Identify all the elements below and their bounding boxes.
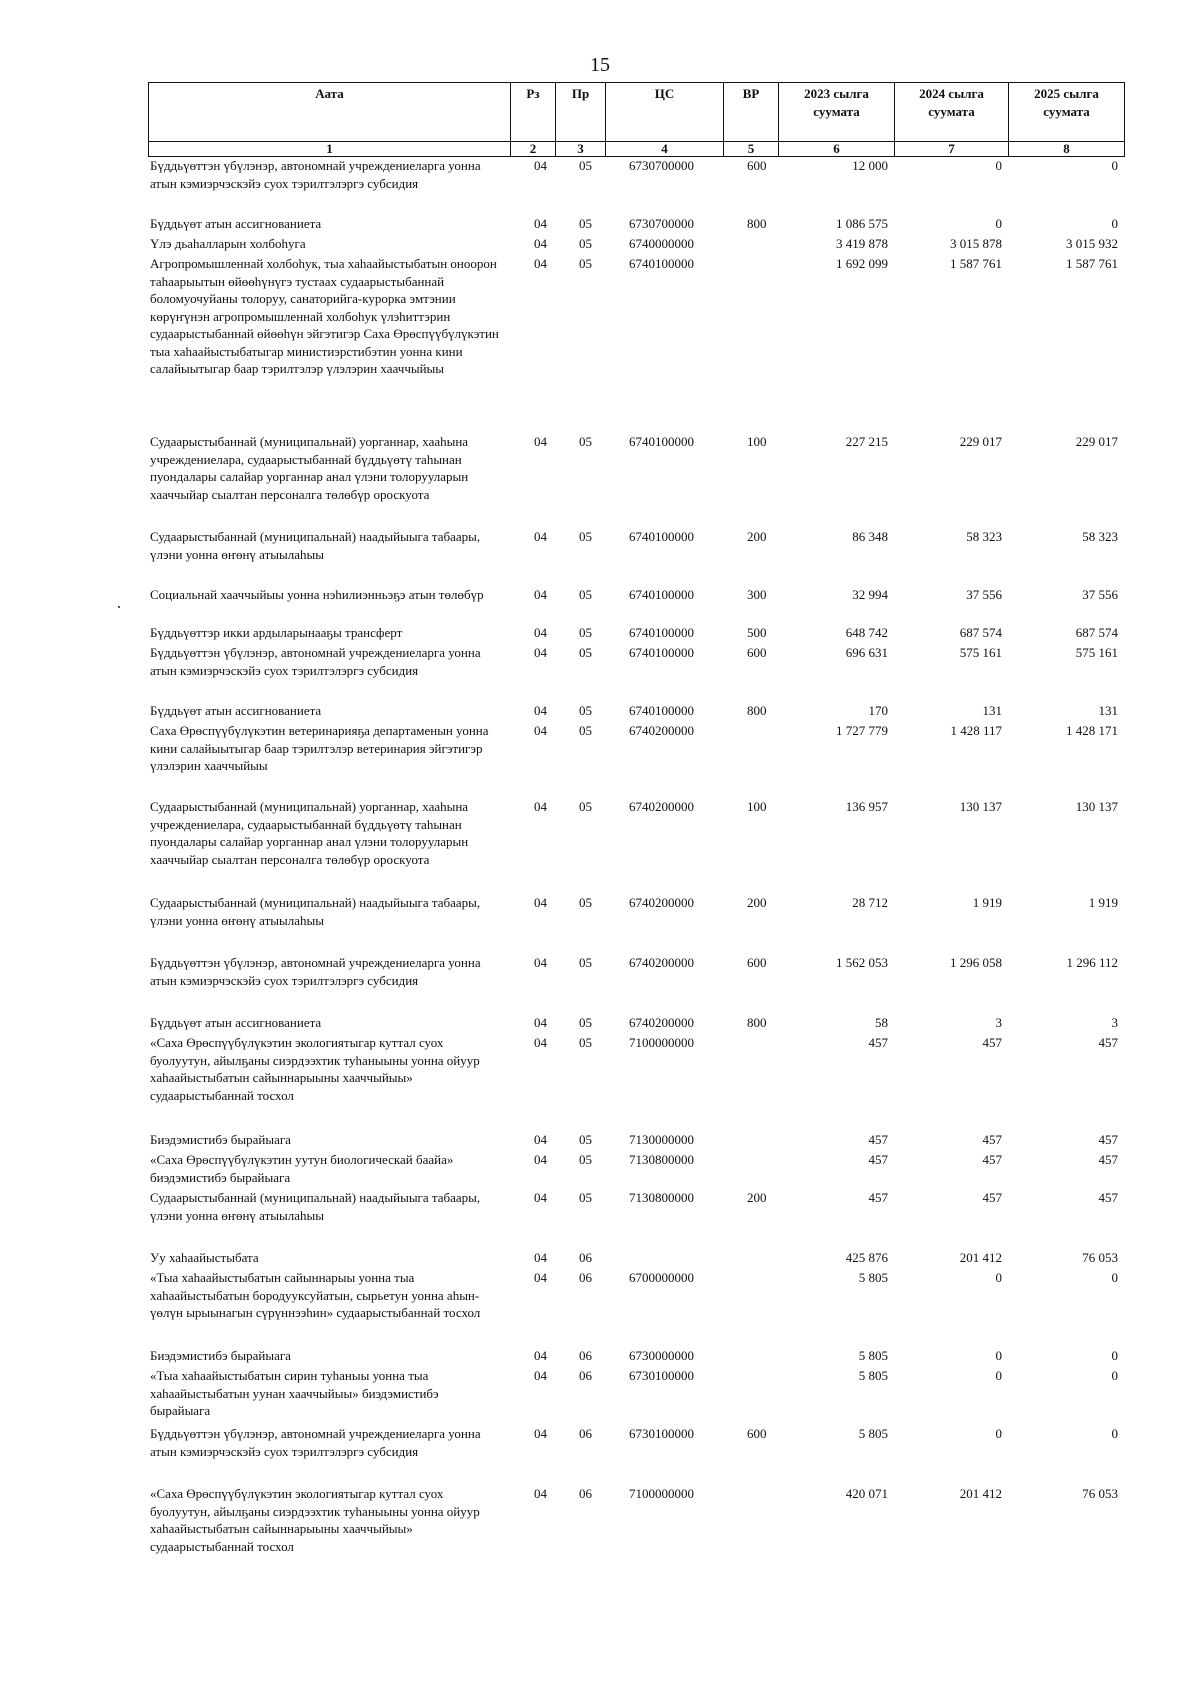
header-cs: ЦС	[606, 83, 724, 142]
row-rz: 04	[534, 434, 547, 449]
row-name: Судаарыстыбаннай (муниципальнай) уорганнар, хааһына учреждениелара, судаарыстыбаннай бүддьүөтү таһынан пуондалары салайар уорганнар анал үлэни толорууларын хааччыйар сыалтан персоналга төлөбүр ороскуота	[150, 434, 469, 502]
row-value-2023: 5 805	[858, 1426, 888, 1441]
row-cs: 6730100000	[629, 1426, 694, 1441]
row-cs: 6740100000	[629, 703, 694, 718]
header-number: 1	[149, 142, 511, 157]
row-value-2025: 1 587 761	[1066, 256, 1118, 271]
page-number: 15	[590, 54, 610, 76]
row-vr	[723, 1249, 778, 1269]
row-pr: 05	[579, 1132, 592, 1147]
header-number: 4	[606, 142, 724, 157]
row-value-2024: 201 412	[959, 1250, 1002, 1265]
row-value-2023: 1 562 053	[836, 955, 888, 970]
row-vr: 800	[747, 703, 767, 718]
row-value-2024: 0	[995, 216, 1002, 231]
row-pr: 05	[579, 158, 592, 173]
row-value-2023: 696 631	[845, 645, 888, 660]
row-name: «Тыа хаһаайыстыбатын сирин туһаныы уонна тыа хаһаайыстыбатын уунан хааччыйыы» биэдэмистибэ бырайыага	[150, 1368, 439, 1418]
row-value-2023: 648 742	[845, 625, 888, 640]
row-cs: 6740100000	[629, 587, 694, 602]
row-pr: 05	[579, 216, 592, 231]
row-cs: 6740200000	[629, 723, 694, 738]
row-vr	[723, 1034, 778, 1131]
row-cs: 7100000000	[629, 1486, 694, 1501]
table-row	[148, 255, 1124, 433]
row-name: Биэдэмистибэ бырайыага	[150, 1132, 291, 1147]
table-row	[148, 644, 1124, 702]
row-value-2023: 28 712	[852, 895, 888, 910]
row-value-2023: 5 805	[858, 1368, 888, 1383]
row-name: Бүддьүөттэн үбүлэнэр, автономнай учреждениеларга уонна атын кэмиэрчэскэйэ суох тэрилтэлэргэ субсидия	[150, 158, 481, 191]
row-rz: 04	[534, 256, 547, 271]
row-value-2025: 76 053	[1082, 1250, 1118, 1265]
row-value-2024: 0	[995, 1348, 1002, 1363]
row-vr: 500	[747, 625, 767, 640]
row-value-2025: 130 137	[1075, 799, 1118, 814]
row-rz: 04	[534, 529, 547, 544]
table-row	[148, 1034, 1124, 1131]
row-value-2024: 130 137	[959, 799, 1002, 814]
row-value-2023: 58	[875, 1015, 888, 1030]
row-pr: 06	[579, 1368, 592, 1383]
table-row	[148, 1485, 1124, 1565]
row-cs: 6740200000	[629, 1015, 694, 1030]
row-vr: 100	[747, 799, 767, 814]
row-pr: 06	[579, 1486, 592, 1501]
row-value-2023: 3 419 878	[836, 236, 888, 251]
table-row	[148, 157, 1124, 215]
row-value-2023: 12 000	[852, 158, 888, 173]
row-pr: 05	[579, 236, 592, 251]
row-rz: 04	[534, 955, 547, 970]
row-vr: 300	[747, 587, 767, 602]
row-cs: 7130800000	[629, 1152, 694, 1167]
table-row	[148, 1425, 1124, 1485]
row-name: Үлэ дьаһалларын холбоһуга	[150, 236, 306, 251]
table-row	[148, 702, 1124, 722]
header-number: 6	[779, 142, 895, 157]
row-pr: 06	[579, 1426, 592, 1441]
row-rz: 04	[534, 645, 547, 660]
row-value-2025: 1 919	[1088, 895, 1118, 910]
row-rz: 04	[534, 1250, 547, 1265]
row-vr: 800	[747, 216, 767, 231]
row-vr	[723, 1367, 778, 1425]
row-name: Судаарыстыбаннай (муниципальнай) уорганнар, хааһына учреждениелара, судаарыстыбаннай бүддьүөтү таһынан пуондалары салайар уорганнар анал үлэни толорууларын хааччыйар сыалтан персоналга төлөбүр ороскуота	[150, 799, 469, 867]
row-pr: 05	[579, 587, 592, 602]
row-name: «Саха Өрөспүүбүлүкэтин экологиятыгар куттал суох буолуутун, айылҕаны сиэрдээхтик туһаныыны уонна ойуур хаһаайыстыбатын сайыннарыыны хааччыйыы» судаарыстыбаннай тосхол	[150, 1035, 480, 1103]
header-number: 8	[1009, 142, 1125, 157]
row-value-2024: 3	[995, 1015, 1002, 1030]
row-rz: 04	[534, 216, 547, 231]
row-rz: 04	[534, 1426, 547, 1441]
row-value-2024: 575 161	[959, 645, 1002, 660]
row-pr: 05	[579, 703, 592, 718]
row-rz: 04	[534, 1190, 547, 1205]
row-value-2025: 457	[1098, 1132, 1118, 1147]
table-row	[148, 722, 1124, 798]
row-vr	[723, 235, 778, 255]
row-cs: 6740100000	[629, 256, 694, 271]
row-name: Бүддьүөттэр икки ардыларынааҕы трансферт	[150, 625, 403, 640]
row-cs: 7100000000	[629, 1035, 694, 1050]
row-vr: 100	[747, 434, 767, 449]
row-value-2025: 575 161	[1075, 645, 1118, 660]
row-value-2024: 131	[982, 703, 1002, 718]
row-pr: 06	[579, 1250, 592, 1265]
row-cs: 7130800000	[629, 1190, 694, 1205]
row-pr: 05	[579, 1152, 592, 1167]
row-value-2023: 420 071	[845, 1486, 888, 1501]
header-2024: 2024 сылга суумата	[895, 83, 1009, 142]
row-cs: 7130000000	[629, 1132, 694, 1147]
row-vr	[723, 1269, 778, 1347]
row-value-2023: 457	[868, 1132, 888, 1147]
row-name: Бүддьүөт атын ассигнованиета	[150, 1015, 322, 1030]
row-vr	[723, 1485, 778, 1565]
row-rz: 04	[534, 703, 547, 718]
row-pr: 05	[579, 645, 592, 660]
table-row	[148, 1151, 1124, 1189]
row-value-2025: 3	[1111, 1015, 1118, 1030]
row-name: Саха Өрөспүүбүлүкэтин ветеринарияҕа департаменын уонна кини салайыытыгар баар тэрилтэлэр ветеринария эйгэтигэр үлэлэрин хааччыйыы	[150, 723, 489, 773]
row-name: «Саха Өрөспүүбүлүкэтин экологиятыгар куттал суох буолуутун, айылҕаны сиэрдээхтик туһаныыны уонна ойуур хаһаайыстыбатын сайыннарыыны хааччыйыы» судаарыстыбаннай тосхол	[150, 1486, 480, 1554]
row-name: Биэдэмистибэ бырайыага	[150, 1348, 291, 1363]
table-row	[148, 894, 1124, 954]
row-value-2025: 457	[1098, 1152, 1118, 1167]
row-cs: 6730000000	[629, 1348, 694, 1363]
row-value-2025: 37 556	[1082, 587, 1118, 602]
row-rz: 04	[534, 1270, 547, 1285]
row-value-2023: 227 215	[845, 434, 888, 449]
row-value-2024: 1 296 058	[950, 955, 1002, 970]
row-value-2023: 86 348	[852, 529, 888, 544]
row-cs: 6740100000	[629, 645, 694, 660]
header-number: 2	[511, 142, 556, 157]
row-pr: 05	[579, 1015, 592, 1030]
row-cs: 6740200000	[629, 799, 694, 814]
row-pr: 05	[579, 256, 592, 271]
row-rz: 04	[534, 895, 547, 910]
table-row	[148, 1014, 1124, 1034]
row-value-2023: 1 086 575	[836, 216, 888, 231]
row-pr: 05	[579, 434, 592, 449]
row-value-2025: 58 323	[1082, 529, 1118, 544]
row-value-2023: 457	[868, 1035, 888, 1050]
row-name: Бүддьүөттэн үбүлэнэр, автономнай учреждениеларга уонна атын кэмиэрчэскэйэ суох тэрилтэлэргэ субсидия	[150, 645, 481, 678]
row-value-2025: 0	[1111, 1348, 1118, 1363]
row-name: Судаарыстыбаннай (муниципальнай) наадыйыыга табаары, үлэни уонна өҥөнү атыылаһыы	[150, 895, 481, 928]
row-vr	[723, 255, 778, 433]
table-row	[148, 1131, 1124, 1151]
row-value-2024: 457	[982, 1035, 1002, 1050]
row-value-2024: 1 428 117	[950, 723, 1002, 738]
row-rz: 04	[534, 158, 547, 173]
row-cs: 6740100000	[629, 529, 694, 544]
row-name: «Саха Өрөспүүбүлүкэтин уутун биологическай баайа» биэдэмистибэ бырайыага	[150, 1152, 454, 1185]
row-cs: 6730100000	[629, 1368, 694, 1383]
row-value-2024: 0	[995, 1368, 1002, 1383]
row-value-2024: 0	[995, 158, 1002, 173]
row-value-2024: 0	[995, 1270, 1002, 1285]
row-value-2025: 0	[1111, 1426, 1118, 1441]
row-vr	[723, 722, 778, 798]
row-vr: 600	[747, 645, 767, 660]
row-name: Бүддьүөт атын ассигнованиета	[150, 216, 322, 231]
row-pr: 05	[579, 529, 592, 544]
header-vr: ВР	[724, 83, 779, 142]
row-name: Бүддьүөт атын ассигнованиета	[150, 703, 322, 718]
row-name: Агропромышленнай холбоһук, тыа хаһаайыстыбатын оноорон таһаарыытын өйөөһүнүгэ тустаах судаарыстыбаннай боломуочуйаны толоруу, санаторийга-курорка эмтэнии көрүҥүнэн агропромышленнай холбоһук үлэһиттэрин судаарыстыбаннай өйөөһүн эйгэтигэр Саха Өрөспүүбүлүкэтин тыа хаһаайыстыбатыгар министиэрстибэтин уонна кини салайыытыгар баар тэрилтэлэр үлэлэрин хааччыйыы	[150, 256, 499, 376]
row-vr: 200	[747, 529, 767, 544]
row-value-2024: 0	[995, 1426, 1002, 1441]
row-value-2023: 136 957	[845, 799, 888, 814]
row-value-2023: 1 692 099	[836, 256, 888, 271]
row-rz: 04	[534, 236, 547, 251]
table-row	[148, 1249, 1124, 1269]
row-vr: 800	[747, 1015, 767, 1030]
row-rz: 04	[534, 587, 547, 602]
header-number: 3	[556, 142, 606, 157]
row-vr: 600	[747, 955, 767, 970]
row-pr: 05	[579, 1190, 592, 1205]
row-value-2024: 37 556	[966, 587, 1002, 602]
header-2023: 2023 сылга суумата	[779, 83, 895, 142]
row-value-2025: 229 017	[1075, 434, 1118, 449]
row-cs: 6730700000	[629, 216, 694, 231]
row-value-2025: 1 428 171	[1066, 723, 1118, 738]
row-value-2024: 457	[982, 1152, 1002, 1167]
table-header	[148, 82, 1125, 157]
row-value-2025: 76 053	[1082, 1486, 1118, 1501]
row-value-2024: 1 587 761	[950, 256, 1002, 271]
table-row	[148, 586, 1124, 624]
row-value-2025: 457	[1098, 1035, 1118, 1050]
row-value-2025: 0	[1111, 1270, 1118, 1285]
table-row	[148, 1269, 1124, 1347]
row-value-2023: 5 805	[858, 1348, 888, 1363]
table-row	[148, 1367, 1124, 1425]
header-pr: Пр	[556, 83, 606, 142]
row-rz: 04	[534, 1015, 547, 1030]
row-rz: 04	[534, 723, 547, 738]
row-cs: 6740200000	[629, 955, 694, 970]
row-rz: 04	[534, 1368, 547, 1383]
row-pr: 05	[579, 625, 592, 640]
row-name: Уу хаһаайыстыбата	[150, 1250, 259, 1265]
budget-table-body	[148, 157, 1124, 1565]
row-pr: 05	[579, 895, 592, 910]
row-vr: 200	[747, 895, 767, 910]
row-value-2024: 457	[982, 1190, 1002, 1205]
row-value-2023: 1 727 779	[836, 723, 888, 738]
row-vr: 600	[747, 1426, 767, 1441]
row-cs: 6740100000	[629, 625, 694, 640]
row-value-2025: 687 574	[1075, 625, 1118, 640]
row-value-2023: 5 805	[858, 1270, 888, 1285]
row-name: Судаарыстыбаннай (муниципальнай) наадыйыыга табаары, үлэни уонна өҥөнү атыылаһыы	[150, 529, 481, 562]
row-name: Бүддьүөттэн үбүлэнэр, автономнай учреждениеларга уонна атын кэмиэрчэскэйэ суох тэрилтэлэргэ субсидия	[150, 955, 481, 988]
row-vr	[723, 1131, 778, 1151]
row-vr	[723, 1347, 778, 1367]
row-value-2024: 457	[982, 1132, 1002, 1147]
row-rz: 04	[534, 1132, 547, 1147]
row-value-2025: 3 015 932	[1066, 236, 1118, 251]
row-name: Социальнай хааччыйыы уонна нэһилиэнньэҕэ атын төлөбүр	[150, 587, 484, 602]
row-cs	[605, 1249, 723, 1269]
row-name: Судаарыстыбаннай (муниципальнай) наадыйыыга табаары, үлэни уонна өҥөнү атыылаһыы	[150, 1190, 481, 1223]
row-value-2023: 425 876	[845, 1250, 888, 1265]
row-rz: 04	[534, 1152, 547, 1167]
row-vr: 600	[747, 158, 767, 173]
row-value-2025: 457	[1098, 1190, 1118, 1205]
row-pr: 05	[579, 955, 592, 970]
row-rz: 04	[534, 1348, 547, 1363]
header-number: 5	[724, 142, 779, 157]
row-vr	[723, 1151, 778, 1189]
row-cs: 6740000000	[629, 236, 694, 251]
row-value-2024: 687 574	[959, 625, 1002, 640]
table-row	[148, 1347, 1124, 1367]
row-rz: 04	[534, 1035, 547, 1050]
row-value-2024: 229 017	[959, 434, 1002, 449]
row-cs: 6740200000	[629, 895, 694, 910]
header-name: Аата	[149, 83, 511, 142]
row-value-2025: 131	[1098, 703, 1118, 718]
row-pr: 06	[579, 1270, 592, 1285]
header-rz: Рз	[511, 83, 556, 142]
table-row	[148, 954, 1124, 1014]
row-rz: 04	[534, 799, 547, 814]
row-name: Бүддьүөттэн үбүлэнэр, автономнай учреждениеларга уонна атын кэмиэрчэскэйэ суох тэрилтэлэргэ субсидия	[150, 1426, 481, 1459]
row-value-2025: 0	[1111, 216, 1118, 231]
row-cs: 6700000000	[629, 1270, 694, 1285]
row-value-2024: 1 919	[972, 895, 1002, 910]
table-row	[148, 624, 1124, 644]
scan-speck	[118, 606, 120, 608]
row-name: «Тыа хаһаайыстыбатын сайыннарыы уонна тыа хаһаайыстыбатын бородууксуйатын, сырьетун уонна аһын-үөлүн ырыынагын сүрүннээһин» судаарыстыбаннай тосхол	[150, 1270, 481, 1320]
row-rz: 04	[534, 625, 547, 640]
row-value-2023: 457	[868, 1190, 888, 1205]
table-row	[148, 235, 1124, 255]
table-row	[148, 215, 1124, 235]
table-row	[148, 433, 1124, 528]
row-value-2024: 58 323	[966, 529, 1002, 544]
row-value-2023: 457	[868, 1152, 888, 1167]
header-number: 7	[895, 142, 1009, 157]
row-value-2024: 201 412	[959, 1486, 1002, 1501]
row-value-2025: 0	[1111, 1368, 1118, 1383]
header-2025: 2025 сылга суумата	[1009, 83, 1125, 142]
row-value-2025: 0	[1111, 158, 1118, 173]
row-cs: 6740100000	[629, 434, 694, 449]
row-pr: 06	[579, 1348, 592, 1363]
row-value-2024: 3 015 878	[950, 236, 1002, 251]
row-pr: 05	[579, 799, 592, 814]
row-vr: 200	[747, 1190, 767, 1205]
table-row	[148, 1189, 1124, 1249]
table-row	[148, 798, 1124, 894]
row-rz: 04	[534, 1486, 547, 1501]
table-row	[148, 528, 1124, 586]
row-pr: 05	[579, 1035, 592, 1050]
row-value-2023: 170	[868, 703, 888, 718]
row-value-2023: 32 994	[852, 587, 888, 602]
row-pr: 05	[579, 723, 592, 738]
row-cs: 6730700000	[629, 158, 694, 173]
budget-table	[148, 157, 1124, 1565]
row-value-2025: 1 296 112	[1066, 955, 1118, 970]
